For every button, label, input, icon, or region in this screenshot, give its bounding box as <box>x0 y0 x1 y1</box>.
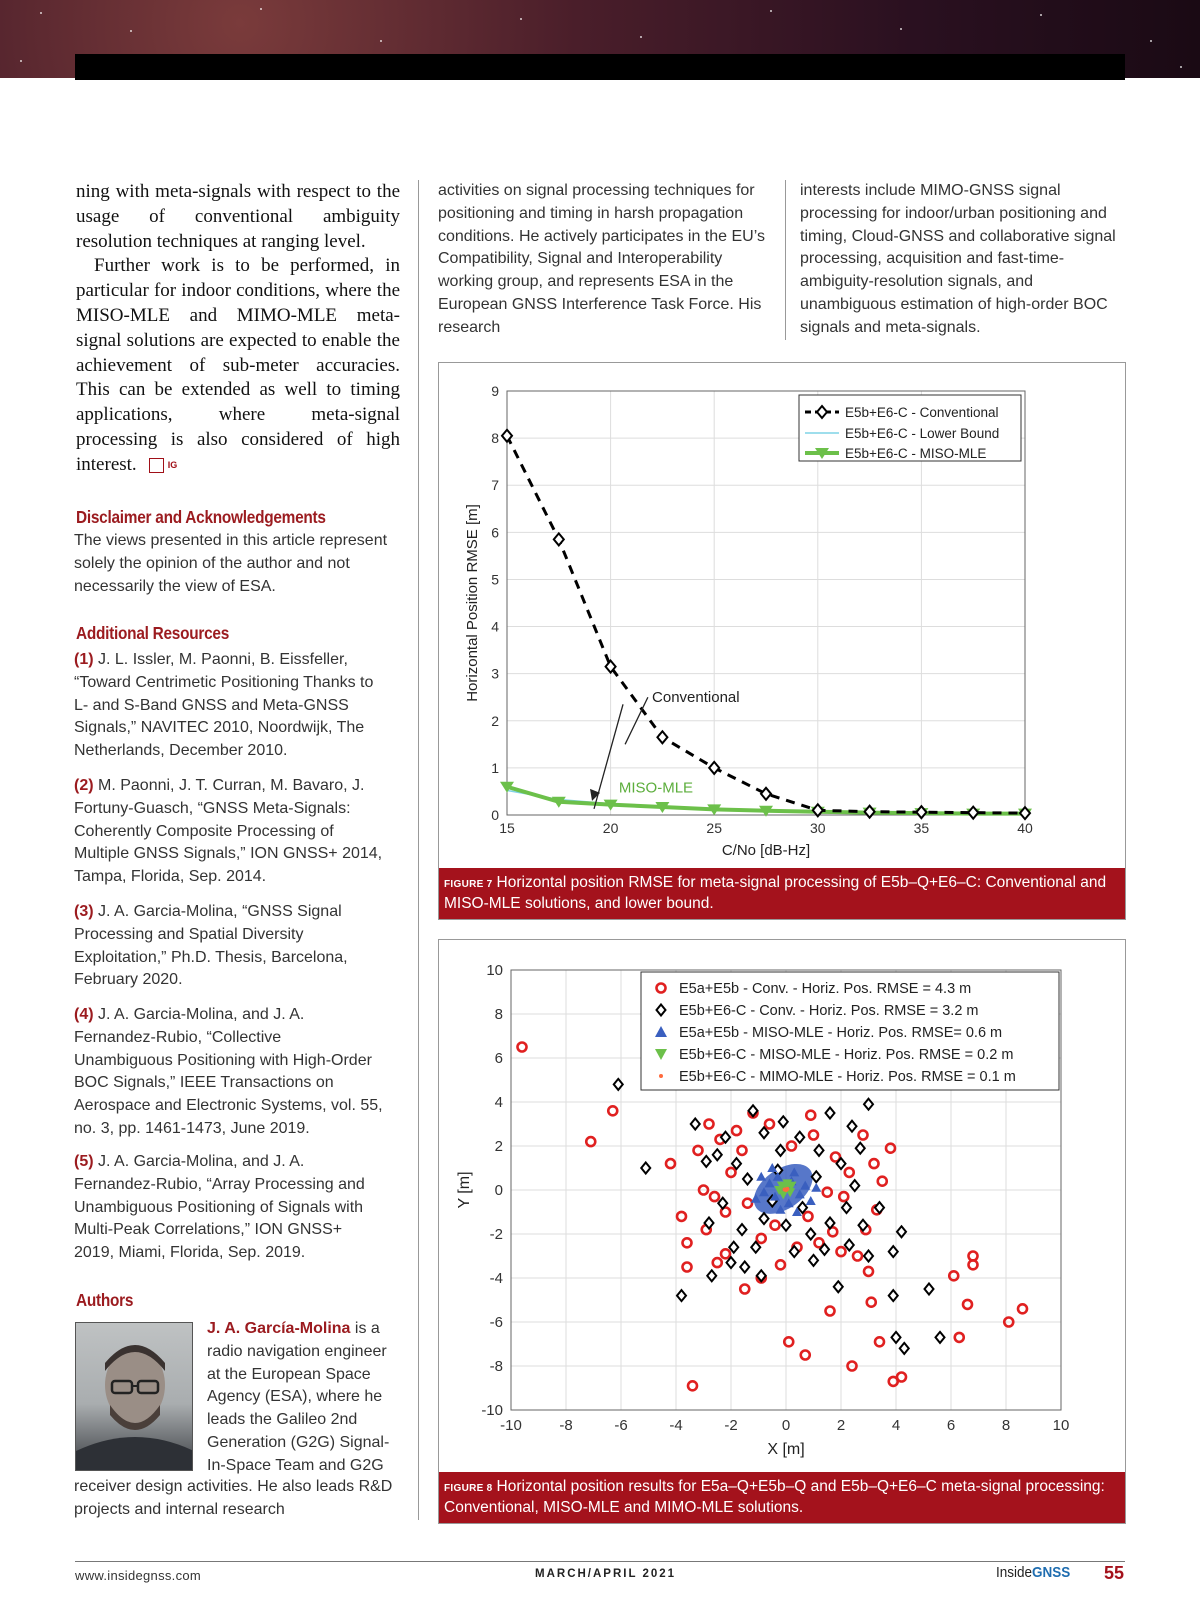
conv-e5a-e5b-point <box>740 1285 749 1294</box>
conv-e5b-e6c-point <box>897 1226 906 1237</box>
y-tick-label: -2 <box>489 1226 503 1243</box>
y-tick-label: -10 <box>481 1402 503 1419</box>
conv-e5a-e5b-point <box>771 1221 780 1230</box>
legend-entry: E5b+E6-C - MIMO-MLE - Horiz. Pos. RMSE = 0.1 m <box>679 1069 1016 1085</box>
reference-item: (3) J. A. Garcia-Molina, “GNSS Signal Processing and Spatial Diversity Exploitation,” Ph.D. Thesis, Barcelona, February 2020. <box>74 903 348 989</box>
resources-heading: Additional Resources <box>76 623 230 643</box>
y-tick-label: -8 <box>489 1358 503 1375</box>
legend-entry: E5b+E6-C - MISO-MLE <box>845 446 987 461</box>
authors-heading: Authors <box>76 1290 134 1310</box>
conv-e5b-e6c-point <box>641 1163 650 1174</box>
conv-e5b-e6c-point <box>864 1251 873 1262</box>
conventional-point <box>554 533 564 545</box>
reference-item: (5) J. A. Garcia-Molina, and J. A. Fernandez-Rubio, “Array Processing and Unambiguous Positioning of Signals with Multi-Peak Correlations,” ION GNSS+ 2019, Miami, Florida, Sep. 2019. <box>74 1153 365 1262</box>
conv-e5a-e5b-point <box>897 1373 906 1382</box>
y-tick-label: 3 <box>491 665 499 682</box>
conv-e5b-e6c-point <box>790 1246 799 1257</box>
conv-e5a-e5b-point <box>757 1234 766 1243</box>
y-tick-label: -4 <box>489 1270 503 1287</box>
footer-rule <box>75 1561 1125 1562</box>
legend-entry: E5b+E6-C - Conv. - Horiz. Pos. RMSE = 3.2 m <box>679 1003 979 1019</box>
x-tick-label: 30 <box>810 820 826 836</box>
conv-e5b-e6c-point <box>721 1132 730 1143</box>
conv-e5a-e5b-point <box>776 1260 785 1269</box>
conv-e5b-e6c-point <box>864 1099 873 1110</box>
page-number: 55 <box>1104 1563 1125 1583</box>
conv-e5b-e6c-point <box>743 1174 752 1185</box>
conventional-point <box>916 806 926 818</box>
conv-e5a-e5b-point <box>963 1300 972 1309</box>
conv-e5b-e6c-point <box>776 1145 785 1156</box>
conv-e5b-e6c-point <box>859 1220 868 1231</box>
x-tick-label: 10 <box>1052 1417 1070 1434</box>
conv-e5a-e5b-point <box>955 1333 964 1342</box>
conv-e5a-e5b-point <box>743 1199 752 1208</box>
conv-e5b-e6c-point <box>850 1180 859 1191</box>
reference-item: (4) J. A. Garcia-Molina, and J. A. Fernandez-Rubio, “Collective Unambiguous Positioning with High-Order BOC Signals,” IEEE Transactions on Aerospace and Electronic Systems, vol. 55, no. 3, pp. 1461-1473, June 2019. <box>74 1006 383 1137</box>
conv-e5a-e5b-point <box>721 1249 730 1258</box>
conv-e5b-e6c-point <box>760 1213 769 1224</box>
x-tick-label: 8 <box>1001 1417 1011 1434</box>
y-tick-label: 7 <box>491 477 499 494</box>
y-axis-label: Horizontal Position RMSE [m] <box>464 504 481 702</box>
conventional-point <box>865 806 875 818</box>
conv-e5b-e6c-point <box>856 1143 865 1154</box>
x-tick-label: -2 <box>724 1417 738 1434</box>
conv-e5a-e5b-point <box>823 1188 832 1197</box>
y-tick-label: 6 <box>491 524 499 541</box>
article-body-end <box>76 180 400 478</box>
conv-e5b-e6c-point <box>713 1149 722 1160</box>
x-tick-label: 4 <box>891 1417 901 1434</box>
author-photo <box>75 1322 193 1471</box>
y-tick-label: 0 <box>491 807 499 823</box>
conv-e5a-e5b-point <box>1018 1304 1027 1313</box>
x-tick-label: -10 <box>500 1417 522 1434</box>
conv-e5a-e5b-point <box>518 1043 527 1052</box>
conv-e5a-e5b-point <box>867 1298 876 1307</box>
conv-e5a-e5b-point <box>853 1252 862 1261</box>
conv-e5a-e5b-point <box>683 1263 692 1272</box>
conv-e5a-e5b-point <box>705 1120 714 1129</box>
annotation-miso-mle: MISO-MLE <box>618 779 694 797</box>
y-tick-label: 8 <box>494 1006 503 1023</box>
conv-e5b-e6c-point <box>826 1108 835 1119</box>
legend-entry: E5a+E5b - MISO-MLE - Horiz. Pos. RMSE= 0.6 m <box>679 1025 1003 1041</box>
miso-e5a-e5b-point <box>756 1172 766 1181</box>
conv-e5a-e5b-point <box>586 1137 595 1146</box>
conv-e5a-e5b-point <box>870 1159 879 1168</box>
y-tick-label: 2 <box>491 712 499 729</box>
conv-e5b-e6c-point <box>875 1202 884 1213</box>
conv-e5b-e6c-point <box>806 1229 815 1240</box>
conv-e5a-e5b-point <box>845 1168 854 1177</box>
x-tick-label: 40 <box>1017 820 1033 836</box>
legend-entry: E5b+E6-C - Lower Bound <box>845 426 1000 441</box>
x-axis-label: X [m] <box>767 1441 805 1458</box>
conv-e5b-e6c-point <box>677 1290 686 1301</box>
conv-e5a-e5b-point <box>878 1177 887 1186</box>
conv-e5b-e6c-point <box>740 1262 749 1273</box>
conv-e5a-e5b-point <box>683 1238 692 1247</box>
footer-brand-logo: InsideGNSS <box>996 1564 1071 1581</box>
miso-e5a-e5b-point <box>811 1183 821 1192</box>
author-bio: J. A. García-Molina is a radio navigation engineer at the European Space Agency (ESA), where he leads the Galileo 2nd Generation (G2G) Signal-In-Space Team and G2G <box>207 1320 390 1474</box>
x-tick-label: -4 <box>669 1417 683 1434</box>
y-tick-label: 1 <box>491 759 499 776</box>
author-name: J. A. García-Molina <box>207 1320 351 1337</box>
legend-entry: E5b+E6-C - Conventional <box>845 405 999 420</box>
reference-item: (1) J. L. Issler, M. Paonni, B. Eissfeller, “Toward Centrimetic Positioning Thanks to L- and S-Band GNSS and Meta-GNSS Signals,” NAVITEC 2010, Noordwijk, The Netherlands, December 2010. <box>74 651 374 760</box>
figure-8-chart <box>439 940 1125 1480</box>
y-tick-label: 10 <box>486 962 503 979</box>
author-bio-continued: receiver design activities. He also leads R&D projects and internal research <box>74 1478 393 1518</box>
x-axis-label: C/No [dB-Hz] <box>721 842 811 859</box>
annotation-conventional: Conventional <box>652 688 740 706</box>
conv-e5b-e6c-point <box>705 1218 714 1229</box>
conv-e5a-e5b-point <box>688 1381 697 1390</box>
legend-swatch <box>659 1074 663 1078</box>
legend-entry: E5b+E6-C - MISO-MLE - Horiz. Pos. RMSE = 0.2 m <box>679 1047 1014 1063</box>
x-tick-label: -8 <box>559 1417 573 1434</box>
footer-url[interactable]: www.insidegnss.com <box>75 1568 202 1583</box>
conventional-point <box>709 762 719 774</box>
conv-e5a-e5b-point <box>801 1351 810 1360</box>
y-tick-label: 9 <box>491 383 499 399</box>
disclaimer-heading: Disclaimer and Acknowledgements <box>76 507 326 527</box>
conv-e5a-e5b-point <box>806 1111 815 1120</box>
conv-e5a-e5b-point <box>859 1131 868 1140</box>
x-tick-label: 25 <box>706 820 722 836</box>
disclaimer-text: The views presented in this article represent solely the opinion of the author and not necessarily the view of ESA. <box>74 532 388 595</box>
conv-e5b-e6c-point <box>702 1156 711 1167</box>
conv-e5b-e6c-point <box>892 1332 901 1343</box>
legend-entry: E5a+E5b - Conv. - Horiz. Pos. RMSE = 4.3 m <box>679 981 972 997</box>
conv-e5a-e5b-point <box>694 1146 703 1155</box>
figure-7-chart <box>439 363 1125 877</box>
figure-7 <box>438 362 1126 920</box>
paragraph-2: Further work is to be performed, in particular for indoor conditions, where the MISO-MLE and MIMO-MLE meta-signal solutions are expected to enable the achievement of sub-meter accuracies. This can be extended as well to timing applications, where meta-signal processing is also considered of high interest. IG <box>76 255 400 475</box>
conventional-point <box>761 788 771 800</box>
conv-e5a-e5b-point <box>864 1267 873 1276</box>
figure-8-caption: FIGURE 8 Horizontal position results for E5a–Q+E5b–Q and E5b–Q+E6–C meta-signal processing: Conventional, MISO-MLE and MIMO-MLE solutions. <box>439 1472 1125 1523</box>
conv-e5a-e5b-point <box>666 1159 675 1168</box>
y-tick-label: 6 <box>494 1050 503 1067</box>
y-tick-label: -6 <box>489 1314 503 1331</box>
paragraph-1: ning with meta-signals with respect to the usage of conventional ambiguity resolution techniques at ranging level. <box>76 181 400 252</box>
conv-e5b-e6c-point <box>738 1224 747 1235</box>
conv-e5b-e6c-point <box>782 1220 791 1231</box>
conv-e5a-e5b-point <box>804 1212 813 1221</box>
x-tick-label: -6 <box>614 1417 628 1434</box>
conv-e5b-e6c-point <box>691 1119 700 1130</box>
conventional-point <box>813 804 823 816</box>
x-tick-label: 0 <box>781 1417 791 1434</box>
y-tick-label: 4 <box>491 618 499 635</box>
column-divider <box>418 180 419 1520</box>
conv-e5b-e6c-point <box>900 1343 909 1354</box>
conv-e5b-e6c-point <box>812 1171 821 1182</box>
x-tick-label: 2 <box>836 1417 846 1434</box>
conv-e5a-e5b-point <box>875 1337 884 1346</box>
y-axis-label: Y [m] <box>456 1171 473 1209</box>
conv-e5b-e6c-point <box>707 1270 716 1281</box>
conv-e5b-e6c-point <box>815 1145 824 1156</box>
reference-item: (2) M. Paonni, J. T. Curran, M. Bavaro, J. Fortuny-Guasch, “GNSS Meta-Signals: Coherently Composite Processing of Multiple GNSS Signals,” ION GNSS+ 2014, Tampa, Florida, Sep. 2014. <box>74 777 383 886</box>
conv-e5a-e5b-point <box>732 1126 741 1135</box>
x-tick-label: 20 <box>602 820 619 836</box>
y-tick-label: 0 <box>494 1182 503 1199</box>
figure-7-caption: FIGURE 7 Horizontal position RMSE for meta-signal processing of E5b–Q+E6–C: Conventional and MISO-MLE solutions, and lower bound. <box>439 868 1125 919</box>
author-bio-column-2: activities on signal processing techniques for positioning and timing in harsh propagation conditions. He actively participates in the EU’s Compatibility, Signal and Interoperability working group, and represents ESA in the European GNSS Interference Task Force. His research <box>438 182 765 336</box>
author-portrait-image <box>76 1323 193 1471</box>
conventional-point <box>657 731 667 743</box>
conv-e5b-e6c-point <box>795 1132 804 1143</box>
conv-e5a-e5b-point <box>738 1146 747 1155</box>
conv-e5a-e5b-point <box>677 1212 686 1221</box>
y-tick-label: 2 <box>494 1138 503 1155</box>
miso-e5a-e5b-point <box>806 1196 816 1205</box>
conv-e5a-e5b-point <box>713 1258 722 1267</box>
conv-e5a-e5b-point <box>826 1307 835 1316</box>
y-tick-label: 4 <box>494 1094 503 1111</box>
conv-e5b-e6c-point <box>809 1255 818 1266</box>
conv-e5b-e6c-point <box>848 1121 857 1132</box>
x-tick-label: 15 <box>499 820 515 836</box>
conv-e5a-e5b-point <box>608 1106 617 1115</box>
series-conventional-line <box>507 436 1025 813</box>
conv-e5b-e6c-point <box>936 1332 945 1343</box>
conv-e5a-e5b-point <box>886 1144 895 1153</box>
figure-8 <box>438 939 1126 1524</box>
mimo-e5b-e6c-point <box>783 1188 787 1192</box>
conv-e5b-e6c-point <box>925 1284 934 1295</box>
column-divider <box>785 180 786 340</box>
header-black-bar <box>75 54 1125 80</box>
conv-e5a-e5b-point <box>809 1131 818 1140</box>
ig-end-mark-icon: IG <box>149 458 164 473</box>
y-tick-label: 8 <box>491 430 499 447</box>
author-bio-column-3: interests include MIMO-GNSS signal processing for indoor/urban positioning and timing, Cloud-GNSS and collaborative signal processing, acquisition and fast-time-ambiguity-resolution signals, and unambiguous estimation of high-order BOC signals and meta-signals. <box>800 182 1116 336</box>
conv-e5b-e6c-point <box>842 1202 851 1213</box>
x-tick-label: 35 <box>913 820 930 836</box>
conv-e5a-e5b-point <box>710 1192 719 1201</box>
conventional-point <box>968 807 978 819</box>
conv-e5a-e5b-point <box>765 1120 774 1129</box>
x-tick-label: 6 <box>946 1417 956 1434</box>
footer-issue-date: MARCH/APRIL 2021 <box>535 1568 677 1580</box>
y-tick-label: 5 <box>491 571 499 588</box>
